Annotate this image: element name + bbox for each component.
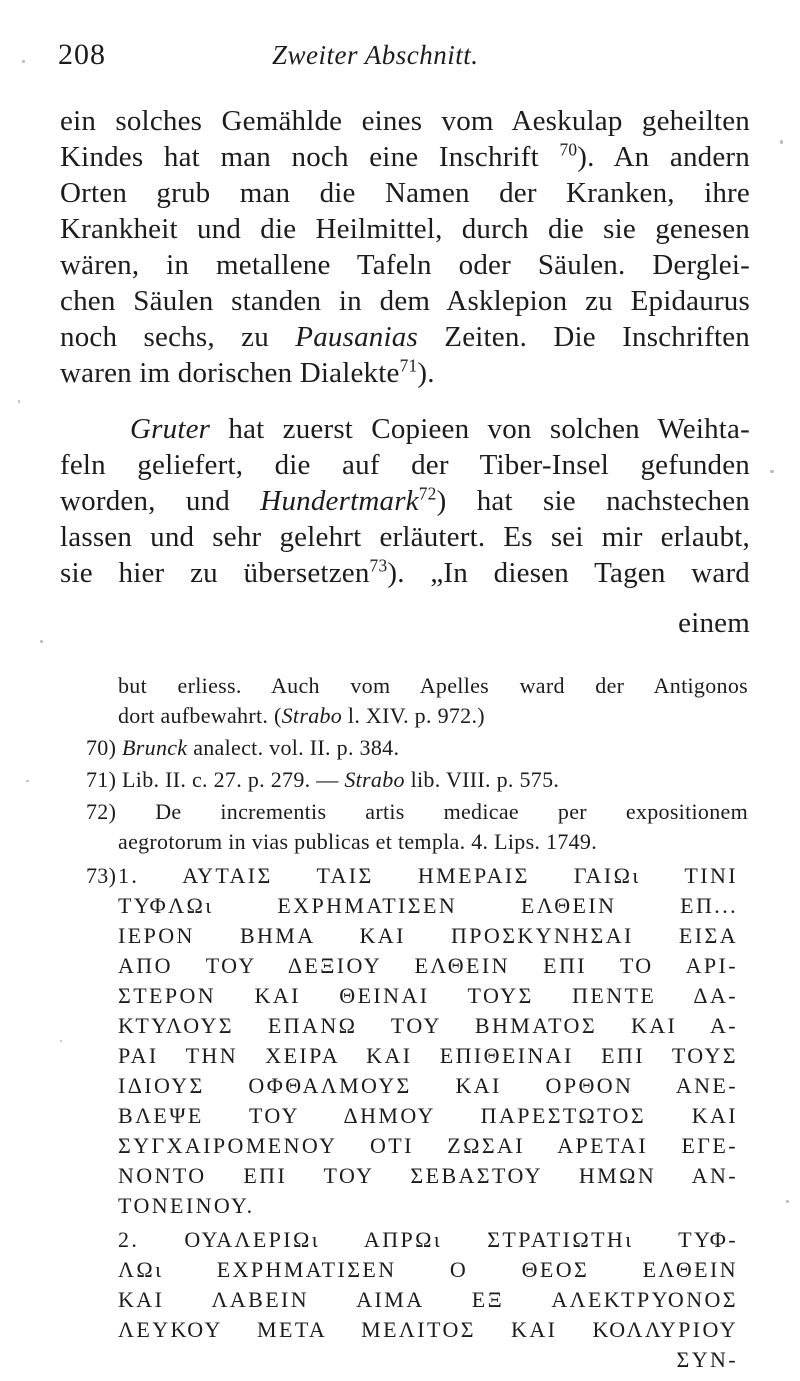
paper-speck — [26, 780, 29, 782]
greek-line: ΝΟΝΤΟ ΕΠΙ ΤΟΥ ΣΕΒΑΣΤΟΥ ΗΜΩΝ ΑΝ- — [118, 1163, 738, 1188]
text-line: feln geliefert, die auf der Tiber-Insel gefunden — [60, 449, 750, 481]
footnote-continuation — [118, 702, 748, 730]
greek-line: ΣΥΓΧΑΙΡΟΜΕΝΟΥ ΟΤΙ ΖΩΣΑΙ ΑΡΕΤΑΙ ΕΓΕ- — [118, 1133, 738, 1158]
source-brunck: Brunck — [122, 735, 188, 760]
running-title: Zweiter Abschnitt. — [272, 40, 479, 70]
catchword: einem — [678, 607, 750, 639]
greek-catchword: ΣΥΝ- — [676, 1347, 738, 1372]
paper-speck — [786, 1200, 789, 1203]
footnote-number-73: 73) — [86, 863, 117, 888]
greek-line: ΑΠΟ ΤΟΥ ΔΕΞΙΟΥ ΕΛΘΕΙΝ ΕΠΙ ΤΟ ΑΡΙ- — [118, 953, 738, 978]
paper-speck — [40, 640, 43, 643]
text-span: waren im dorischen Dialekte — [60, 357, 400, 389]
source-strabo: Strabo — [281, 703, 343, 728]
greek-line: 2. ΟΥΑΛΕΡΙΩι ΑΠΡΩι ΣΤΡΑΤΙΩΤΗι ΤΥΦ- — [118, 1227, 738, 1252]
greek-line: ΤΟΝΕΙΝΟΥ. — [118, 1193, 255, 1218]
greek-line: ΒΛΕΨΕ ΤΟΥ ΔΗΜΟΥ ΠΑΡΕΣΤΩΤΟΣ ΚΑΙ — [118, 1103, 738, 1128]
text-span: sie hier zu übersetzen — [60, 557, 370, 589]
text-line — [60, 412, 750, 446]
text-span: dort aufbewahrt. ( — [118, 703, 282, 728]
greek-line: ΙΕΡΟΝ ΒΗΜΑ ΚΑΙ ΠΡΟΣΚΥΝΗΣΑΙ ΕΙΣΑ — [118, 923, 738, 948]
greek-line: ΚΤΥΛΟΥΣ ΕΠΑΝΩ ΤΟΥ ΒΗΜΑΤΟΣ ΚΑΙ Α- — [118, 1013, 738, 1038]
footnote-number: 71) — [86, 767, 117, 792]
footnote-ref-71: 71 — [399, 355, 418, 376]
text-line: Orten grub man die Namen der Kranken, ihre — [60, 177, 750, 209]
text-span: ) hat sie nachstechen — [436, 485, 751, 517]
greek-line: 1. ΑΥΤΑΙΣ ΤΑΙΣ ΗΜΕΡΑΙΣ ΓΑΙΩι ΤΙΝΙ — [118, 863, 738, 888]
text-span: Kindes hat man noch eine Inschrift — [60, 141, 560, 173]
text-span: Zeiten. Die Inschriften — [417, 321, 751, 353]
footnote-72 — [86, 798, 748, 826]
text-line — [60, 556, 750, 590]
footnote-72-line2: aegrotorum in vias publicas et templa. 4. Lips. 1749. — [118, 829, 598, 854]
text-span: worden, und — [60, 485, 261, 517]
text-span: De incrementis artis medicae per expositionem — [155, 799, 748, 824]
footnote-ref-72: 72 — [418, 483, 437, 504]
paper-speck — [60, 1040, 62, 1042]
author-name-pausanias: Pausanias — [295, 321, 418, 353]
text-line: chen Säulen standen in dem Asklepion zu Epidaurus — [60, 285, 750, 317]
footnote-number: 70) — [86, 735, 117, 760]
text-line — [60, 356, 750, 390]
greek-line: ΙΔΙΟΥΣ ΟΦΘΑΛΜΟΥΣ ΚΑΙ ΟΡΘΟΝ ΑΝΕ- — [118, 1073, 738, 1098]
author-name-hundertmark: Hundertmark — [260, 485, 419, 517]
text-line: Krankheit und die Heilmittel, durch die sie genesen — [60, 213, 750, 245]
text-span: analect. vol. II. p. 384. — [187, 735, 400, 760]
text-line: ein solches Gemählde eines vom Aeskulap geheilten — [60, 105, 750, 137]
text-span: ). — [417, 357, 435, 389]
text-line: lassen und sehr gelehrt erläutert. Es sei mir erlaubt, — [60, 521, 750, 553]
greek-line: ΡΑΙ ΤΗΝ ΧΕΙΡΑ ΚΑΙ ΕΠΙΘΕΙΝΑΙ ΕΠΙ ΤΟΥΣ — [118, 1043, 738, 1068]
paper-speck — [780, 140, 783, 144]
footnote-70 — [86, 734, 748, 762]
page-number: 208 — [58, 38, 106, 71]
text-line — [60, 320, 750, 354]
text-span: ). An andern — [577, 141, 750, 173]
text-span: ). „In diesen Tagen ward — [387, 557, 751, 589]
greek-line: ΛΕΥΚΟΥ ΜΕΤΑ ΜΕΛΙΤΟΣ ΚΑΙ ΚΟΛΛΥΡΙΟΥ — [118, 1317, 738, 1342]
footnote-continuation: but erliess. Auch vom Apelles ward der Antigonos — [118, 673, 748, 698]
footnote-ref-70: 70 — [559, 139, 578, 160]
paper-speck — [18, 400, 20, 403]
footnote-71 — [86, 766, 748, 794]
text-span: hat zuerst Copieen von solchen Weihta- — [210, 413, 750, 445]
text-span: Lib. II. c. 27. p. 279. — — [122, 767, 345, 792]
page-header — [52, 38, 760, 88]
footnote-ref-73: 73 — [369, 555, 388, 576]
greek-line: ΚΑΙ ΛΑΒΕΙΝ ΑΙΜΑ ΕΞ ΑΛΕΚΤΡΥΟΝΟΣ — [118, 1287, 738, 1312]
source-strabo: Strabo — [344, 767, 405, 792]
text-span: l. XIV. p. 972.) — [342, 703, 485, 728]
greek-line: ΣΤΕΡΟΝ ΚΑΙ ΘΕΙΝΑΙ ΤΟΥΣ ΠΕΝΤΕ ΔΑ- — [118, 983, 738, 1008]
paper-speck — [22, 60, 25, 63]
greek-line: ΤΥΦΛΩι ΕΧΡΗΜΑΤΙΣΕΝ ΕΛΘΕΙΝ ΕΠ... — [118, 893, 738, 918]
paper-speck — [770, 470, 774, 473]
text-line — [60, 140, 750, 174]
footnote-number: 72) — [86, 799, 117, 824]
author-name-gruter: Gruter — [130, 413, 211, 445]
text-span: lib. VIII. p. 575. — [404, 767, 560, 792]
greek-line: ΛΩι ΕΧΡΗΜΑΤΙΣΕΝ Ο ΘΕΟΣ ΕΛΘΕΙΝ — [118, 1257, 738, 1282]
text-line — [60, 484, 750, 518]
text-line: wären, in metallene Tafeln oder Säulen. Derglei- — [60, 249, 750, 281]
text-span: noch sechs, zu — [60, 321, 296, 353]
